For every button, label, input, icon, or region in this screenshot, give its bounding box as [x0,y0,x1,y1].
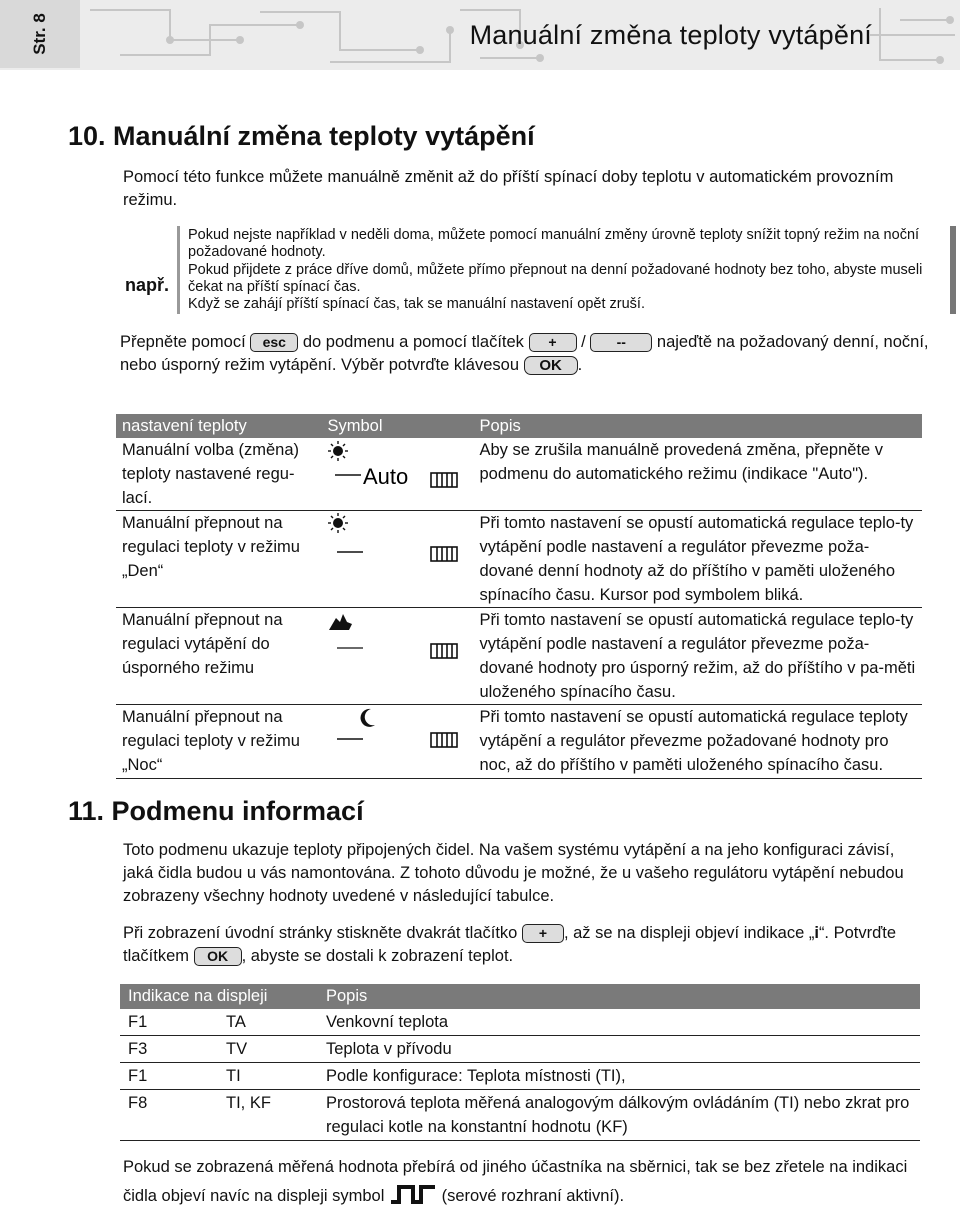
table-row [120,1090,920,1141]
eco-radiator-symbol [327,608,467,678]
description-cell: Prostorová teplota měřená analogovým dálkovým ovládáním (TI) nebo zkrat pro regulaci kotle na konstantní hodnotu (KF) [318,1090,920,1141]
sun-auto-radiator-symbol [327,438,467,506]
plus-key: + [529,333,577,352]
footer-line-2: čidla objeví navíc na displeji symbol (serové rozhraní aktivní). [123,1184,624,1208]
description-cell: Při tomto nastavení se opustí automatická regulace teploty vytápění a regulátor převezme požadované hodnoty pro noc, až do příštího v paměti uloženého spínacího času. [473,705,922,779]
setting-cell: Manuální přepnout na regulaci teploty v režimu „Den“ [116,511,321,608]
moon-icon [361,709,375,727]
code-cell: F1 [120,1009,218,1036]
sensor-cell: TV [218,1036,318,1063]
table-row [116,705,922,779]
setting-cell: Manuální přepnout na regulaci teploty v režimu „Noc“ [116,705,321,779]
esc-key: esc [250,333,298,352]
table-row [116,438,922,511]
symbol-cell [321,438,473,511]
instruction-line-1: Přepněte pomocí esc do podmenu a pomocí tlačítek + / -- najeďtě na požadovaný denní, noční, [120,333,929,351]
description-cell: Aby se zrušila manuálně provedená změna, přepněte v podmenu do automatického režimu (indikace "Auto"). [473,438,922,511]
col-header-description: Popis [318,984,920,1009]
radiator-icon [431,733,457,747]
section-11-paragraph-1: Toto podmenu ukazuje teploty připojených čidel. Na vašem systému vytápění a na jeho konfiguraci závisí, jaká čidla budou u vás namontována. Z tohoto důvodu je možné, že u vašeho regulátoru vytápění nebudou zobrazeny všechny hodnoty uvedené v následující tabulce. [123,841,904,905]
footer-line-1: Pokud se zobrazená měřená hodnota přebírá od jiného účastníka na sběrnici, tak se bez zřetele na indikaci [123,1158,908,1176]
example-right-rule [950,226,956,314]
minus-key: -- [590,333,652,352]
plus-key: + [522,924,564,943]
instruction-line-2: nebo úsporný režim vytápění. Výběr potvrďte klávesou OK . [120,356,583,375]
sun-icon [328,513,348,533]
radiator-icon [431,473,457,487]
table-row [116,511,922,608]
col-header-display: Indikace na displeji [120,984,318,1009]
sensor-display-table [120,984,920,1141]
setting-cell: Manuální přepnout na regulaci vytápění do úsporného režimu [116,608,321,705]
setting-cell: Manuální volba (změna) teploty nastavené regu-lací. [116,438,321,511]
symbol-cell [321,705,473,779]
section-10-intro: Pomocí této funkce můžete manuálně změnit až do příští spínací doby teplotu v automatickém provozním režimu. [123,168,894,209]
table-row [116,608,922,705]
description-cell: Při tomto nastavení se opustí automatická regulace teplo-ty vytápění podle nastavení a regulátor převezme poža-dované denní hodnoty až do příštího v paměti uloženého spínacího času. Kursor pod symbolem bliká. [473,511,922,608]
example-line-2: Pokud přijdete z práce dříve domů, můžete přímo přepnout na denní požadované hodnoty bez toho, abyste museli čekat na příští spínací čas. [188,262,923,295]
example-label: např. [125,275,170,295]
eco-mode-icon [329,614,352,630]
table-row [120,1036,920,1063]
sensor-cell: TI, KF [218,1090,318,1141]
section-11-paragraph-2-line-1: Při zobrazení úvodní stránky stiskněte dvakrát tlačítko + , až se na displeji objeví indikace „i“. Potvrďte [123,924,897,942]
bus-signal-icon [389,1184,437,1204]
example-left-rule [177,226,180,314]
col-header-symbol: Symbol [321,414,473,438]
ok-key: OK [194,947,242,966]
symbol-cell [321,608,473,705]
example-line-1: Pokud nejste například v neděli doma, můžete pomocí manuální změny úrovně teploty snížit topný režim na noční požadované hodnoty. [188,227,920,260]
page-number: Str. 8 [30,13,49,55]
radiator-icon [431,547,457,561]
code-cell: F1 [120,1063,218,1090]
section-11-heading: 11. Podmenu informací [68,796,364,826]
temperature-settings-table [116,414,922,779]
moon-radiator-symbol [327,705,467,775]
sun-icon [328,441,348,461]
description-cell: Teplota v přívodu [318,1036,920,1063]
symbol-cell [321,511,473,608]
table-row [120,1009,920,1036]
description-cell: Venkovní teplota [318,1009,920,1036]
ok-key: OK [524,356,578,375]
radiator-icon [431,644,457,658]
description-cell: Podle konfigurace: Teplota místnosti (TI), [318,1063,920,1090]
code-cell: F3 [120,1036,218,1063]
page-title: Manuální změna teploty vytápění [469,20,872,50]
table-header-row [116,414,922,438]
sun-radiator-symbol [327,511,467,581]
table-row [120,1063,920,1090]
info-indicator: i [814,924,819,942]
auto-label: Auto [363,464,409,489]
example-line-3: Když se zahájí příští spínací čas, tak se manuální nastavení opět zruší. [188,296,645,312]
section-11-paragraph-2-line-2: tlačítkem OK , abyste se dostali k zobrazení teplot. [123,947,514,965]
col-header-setting: nastavení teploty [116,414,321,438]
sensor-cell: TA [218,1009,318,1036]
description-cell: Při tomto nastavení se opustí automatická regulace teplo-ty vytápění podle nastavení a regulátor převezme poža-dované hodnoty pro úsporný režim, až do příštího v pa-měti uloženého spínacího času. [473,608,922,705]
table-header-row [120,984,920,1009]
sensor-cell: TI [218,1063,318,1090]
section-10-heading: 10. Manuální změna teploty vytápění [68,121,535,151]
col-header-description: Popis [473,414,922,438]
code-cell: F8 [120,1090,218,1141]
